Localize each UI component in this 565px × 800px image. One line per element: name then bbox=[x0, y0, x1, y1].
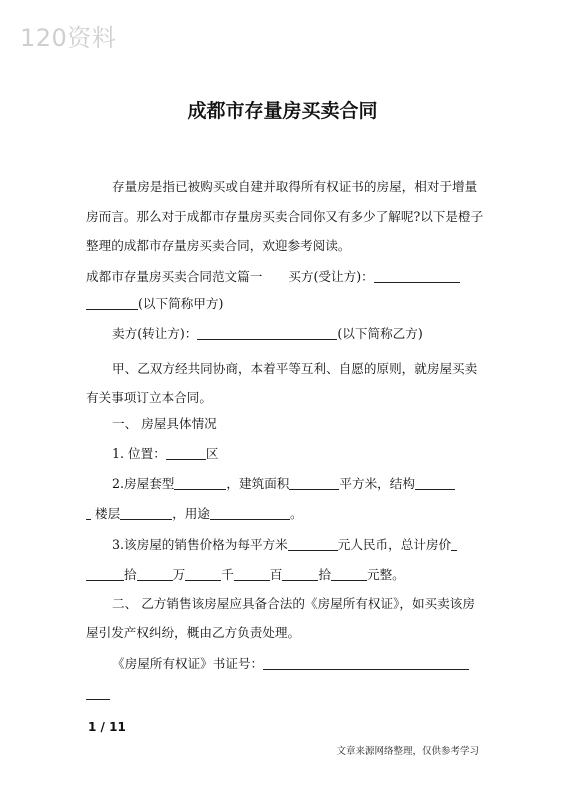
unit-qian: 千 bbox=[221, 567, 234, 582]
watermark-logo: 120资料 bbox=[20, 24, 117, 52]
unit-shi-2: 拾 bbox=[318, 567, 331, 582]
buyer-line-2 bbox=[86, 295, 486, 313]
area-blank[interactable] bbox=[289, 476, 339, 490]
blank-bai[interactable] bbox=[234, 567, 270, 581]
buyer-label: 买方(受让方)： bbox=[288, 269, 374, 284]
agreement-paragraph: 甲、乙双方经共同协商，本着平等互利、自愿的原则，就房屋买卖有关事项订立本合同。 bbox=[86, 361, 478, 405]
total-price-blank[interactable] bbox=[451, 537, 457, 551]
item-1-suffix: 区 bbox=[205, 446, 219, 461]
buyer-blank[interactable] bbox=[374, 269, 460, 283]
structure-blank-cont[interactable] bbox=[86, 506, 91, 520]
certificate-blank[interactable] bbox=[263, 656, 469, 670]
blank-shi-1[interactable] bbox=[86, 567, 124, 581]
seller-label: 卖方(转让方)： bbox=[112, 326, 198, 341]
blank-shi-2[interactable] bbox=[282, 567, 318, 581]
item-2-line-2 bbox=[86, 505, 486, 523]
unit-type-blank[interactable] bbox=[174, 476, 226, 490]
floor-blank[interactable] bbox=[120, 506, 172, 520]
buyer-line bbox=[86, 268, 486, 286]
price-per-sqm-label: 3.该房屋的销售价格为每平方米 bbox=[112, 537, 288, 552]
seller-suffix: (以下简称乙方) bbox=[337, 326, 423, 341]
certificate-label: 《房屋所有权证》书证号： bbox=[112, 656, 264, 671]
district-blank[interactable] bbox=[166, 446, 206, 460]
section-1-heading: 一、 房屋具体情况 bbox=[112, 416, 217, 431]
blank-yuan[interactable] bbox=[331, 567, 367, 581]
total-price-label: 元人民币，总计房价 bbox=[337, 537, 452, 552]
unit-yuan: 元整。 bbox=[366, 567, 405, 582]
structure-blank[interactable] bbox=[415, 476, 455, 490]
usage-blank[interactable] bbox=[210, 506, 290, 520]
certificate-blank-cont[interactable] bbox=[86, 686, 110, 700]
buyer-blank-cont[interactable] bbox=[86, 296, 138, 310]
item-1-location bbox=[112, 445, 486, 463]
item-1-label: 1. 位置： bbox=[112, 446, 166, 461]
structure-label: 平方米，结构 bbox=[339, 476, 415, 491]
unit-shi: 拾 bbox=[124, 567, 137, 582]
footer-note: 文章来源网络整理，仅供参考学习 bbox=[336, 746, 479, 757]
blank-wan[interactable] bbox=[137, 567, 173, 581]
intro-paragraph: 存量房是指已被购买或自建并取得所有权证书的房屋，相对于增量房而言。那么对于成都市存量房买卖合同你又有多少了解呢?以下是橙子整理的成都市存量房买卖合同，欢迎参考阅读。 bbox=[86, 179, 484, 253]
item-3-line-1 bbox=[112, 536, 486, 554]
document-title: 成都市存量房买卖合同 bbox=[187, 100, 378, 122]
sample-heading: 成都市存量房买卖合同范文篇一 bbox=[86, 269, 263, 284]
buyer-suffix: (以下简称甲方) bbox=[138, 296, 224, 311]
seller-blank[interactable] bbox=[197, 326, 337, 340]
area-label: ，建筑面积 bbox=[226, 476, 290, 491]
unit-bai: 百 bbox=[269, 567, 283, 582]
price-per-sqm-blank[interactable] bbox=[288, 537, 338, 551]
floor-label: 楼层 bbox=[95, 506, 121, 521]
item-3-line-2 bbox=[86, 566, 486, 584]
item-2-end: 。 bbox=[289, 506, 303, 521]
seller-line bbox=[112, 325, 486, 343]
section-2-paragraph: 二、 乙方销售该房屋应具备合法的《房屋所有权证》，如买卖该房屋引发产权纠纷，概由乙方负责处理。 bbox=[86, 596, 475, 640]
unit-type-label: 2.房屋套型 bbox=[112, 476, 175, 491]
blank-qian[interactable] bbox=[185, 567, 221, 581]
usage-label: ，用途 bbox=[172, 506, 210, 521]
certificate-line-2 bbox=[86, 685, 486, 703]
page-number: 1 / 11 bbox=[88, 720, 126, 734]
certificate-line bbox=[112, 655, 486, 673]
item-2-line-1 bbox=[112, 475, 486, 493]
unit-wan: 万 bbox=[172, 567, 186, 582]
